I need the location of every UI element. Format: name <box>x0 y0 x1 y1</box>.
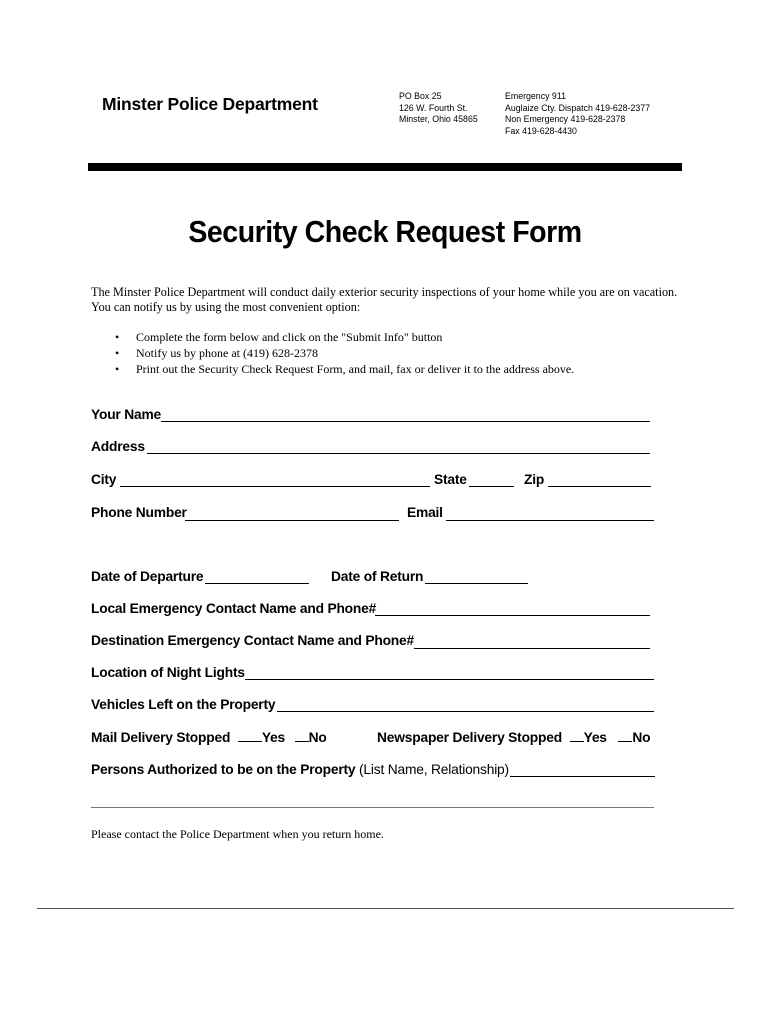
phone-number-field[interactable] <box>185 520 399 521</box>
newspaper-yes-checkbox[interactable] <box>570 729 584 742</box>
state-field[interactable] <box>469 486 514 487</box>
date-of-departure-label: Date of Departure <box>91 569 204 584</box>
address-label: Address <box>91 439 145 454</box>
list-item <box>91 346 574 362</box>
bullet-icon: • <box>115 361 120 376</box>
list-item <box>91 330 574 346</box>
bullet-icon: • <box>115 345 120 360</box>
address-line: Minster, Ohio 45865 <box>399 114 478 124</box>
mail-yes-checkbox[interactable] <box>238 729 262 742</box>
mail-no-checkbox[interactable] <box>295 729 309 742</box>
date-of-return-label: Date of Return <box>331 569 424 584</box>
persons-authorized-field[interactable] <box>510 776 655 777</box>
persons-authorized-label: Persons Authorized to be on the Property <box>91 762 356 777</box>
email-label: Email <box>407 505 443 520</box>
state-label: State <box>434 472 467 487</box>
newspaper-delivery-stopped-row <box>377 729 650 745</box>
phone-line: Emergency 911 <box>505 91 566 101</box>
night-lights-field[interactable] <box>245 679 654 680</box>
closing-note: Please contact the Police Department when you return home. <box>91 827 384 841</box>
vehicles-field[interactable] <box>277 711 654 712</box>
department-address <box>399 91 478 126</box>
phone-number-label: Phone Number <box>91 505 187 520</box>
address-line: PO Box 25 <box>399 91 442 101</box>
email-field[interactable] <box>446 520 654 521</box>
night-lights-label: Location of Night Lights <box>91 665 245 680</box>
address-line: 126 W. Fourth St. <box>399 102 468 113</box>
persons-authorized-field-line2[interactable] <box>91 807 654 808</box>
phone-line: Auglaize Cty. Dispatch 419-628-2377 <box>505 102 651 113</box>
newspaper-no-label: No <box>632 730 651 745</box>
option-text: Notify us by phone at (419) 628-2378 <box>136 345 318 360</box>
footer-divider <box>37 908 734 909</box>
city-label: City <box>91 472 117 487</box>
mail-delivery-stopped-label: Mail Delivery Stopped <box>91 730 231 745</box>
phone-line: Non Emergency 419-628-2378 <box>505 114 626 124</box>
local-emergency-contact-field[interactable] <box>375 615 650 616</box>
zip-label: Zip <box>524 472 545 487</box>
option-text: Print out the Security Check Request Form, and mail, fax or deliver it to the address above. <box>136 361 575 376</box>
destination-emergency-contact-field[interactable] <box>414 648 650 649</box>
persons-authorized-hint: (List Name, Relationship) <box>359 762 509 777</box>
newspaper-delivery-stopped-label: Newspaper Delivery Stopped <box>377 730 562 745</box>
vehicles-label: Vehicles Left on the Property <box>91 697 276 712</box>
your-name-field[interactable] <box>161 421 650 422</box>
city-field[interactable] <box>120 486 430 487</box>
options-list <box>91 330 574 377</box>
bullet-icon: • <box>115 330 120 344</box>
mail-yes-label: Yes <box>261 730 285 745</box>
intro-line: The Minster Police Department will conduct daily exterior security inspections of your home while you are on vacation. <box>91 285 678 299</box>
phone-line: Fax 419-628-4430 <box>505 125 577 136</box>
zip-field[interactable] <box>548 486 651 487</box>
destination-emergency-contact-label: Destination Emergency Contact Name and Phone# <box>91 633 414 648</box>
list-item <box>91 362 574 378</box>
local-emergency-contact-label: Local Emergency Contact Name and Phone# <box>91 601 377 616</box>
option-text: Complete the form below and click on the "Submit Info" button <box>136 330 443 344</box>
intro-paragraph <box>91 285 681 315</box>
department-name: Minster Police Department <box>102 94 318 114</box>
newspaper-no-checkbox[interactable] <box>618 729 632 742</box>
your-name-label: Your Name <box>91 407 162 422</box>
mail-no-label: No <box>308 730 327 745</box>
department-phones <box>505 91 650 137</box>
newspaper-yes-label: Yes <box>583 730 607 745</box>
mail-delivery-stopped-row <box>91 729 327 745</box>
form-title: Security Check Request Form <box>188 214 582 249</box>
date-of-return-field[interactable] <box>425 583 528 584</box>
address-field[interactable] <box>147 453 650 454</box>
intro-line: You can notify us by using the most convenient option: <box>91 300 361 314</box>
date-of-departure-field[interactable] <box>205 583 309 584</box>
header-divider <box>88 163 682 171</box>
persons-authorized-row <box>91 762 509 777</box>
